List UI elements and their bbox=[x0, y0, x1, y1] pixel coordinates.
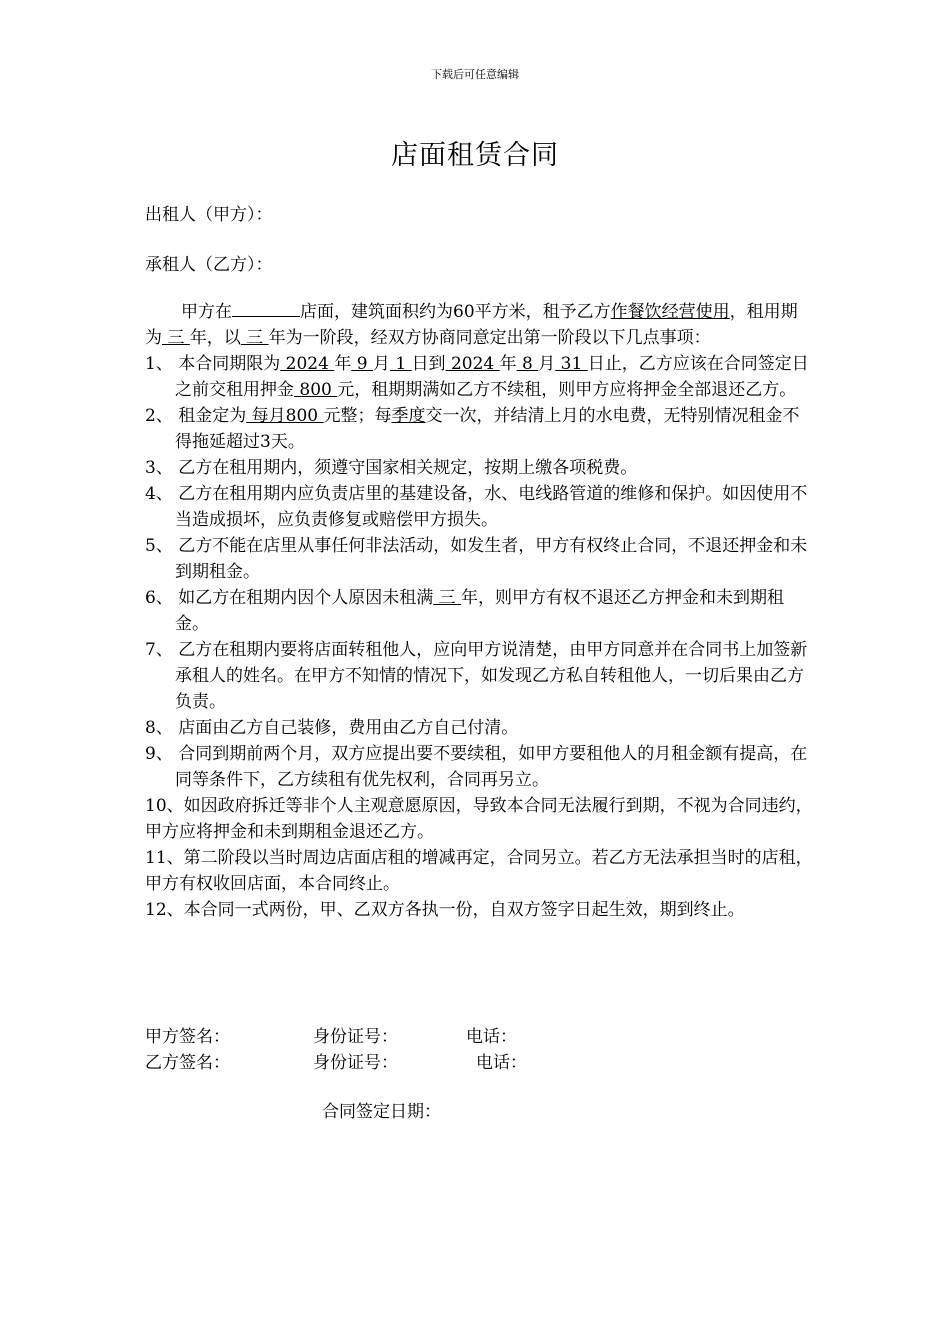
clause-2: 2、 租金定为 每月800 元整；每季度交一次，并结清上月的水电费，无特别情况租金不得拖延超过3天。 bbox=[145, 406, 800, 452]
lessee-line: 承租人（乙方）： bbox=[145, 255, 273, 275]
shop-location-blank bbox=[232, 298, 300, 317]
clause-5: 5、 乙方不能在店里从事任何非法活动，如发生者，甲方有权终止合同，不退还押金和未到期租金。 bbox=[145, 536, 808, 582]
signing-date-label: 合同签定日期： bbox=[322, 1102, 441, 1122]
page-header: 下载后可任意编辑 bbox=[431, 68, 519, 81]
clause-6: 6、 如乙方在租期内因个人原因未租满 三 年，则甲方有权不退还乙方押金和未到期租金。 bbox=[145, 588, 785, 634]
party-a-signature-label: 甲方签名： bbox=[145, 1027, 230, 1047]
lease-term: 三 bbox=[162, 328, 190, 348]
clause-12: 12、本合同一式两份，甲、乙双方各执一份，自双方签字日起生效，期到终止。 bbox=[145, 900, 745, 920]
clause-10: 10、如因政府拆迁等非个人主观意愿原因，导致本合同无法履行到期，不视为合同违约，甲方应将押金和未到期租金退还乙方。 bbox=[145, 796, 813, 842]
contract-body bbox=[145, 298, 813, 923]
clause-3: 3、 乙方在租用期内，须遵守国家相关规定，按期上缴各项税费。 bbox=[145, 458, 638, 478]
deposit-amount: 800 bbox=[294, 380, 338, 400]
usage-purpose: 作餐饮经营使用 bbox=[610, 302, 730, 322]
party-a-id-label: 身份证号： bbox=[313, 1027, 398, 1047]
lessor-line: 出租人（甲方）： bbox=[145, 205, 273, 225]
intro-paragraph: 甲方在 店面，建筑面积约为60平方米，租予乙方作餐饮经营使用，租用期为 三 年，以 三 年为一阶段，经双方协商同意定出第一阶段以下几点事项： bbox=[145, 298, 813, 351]
clause-7: 7、 乙方在租期内要将店面转租他人，应向甲方说清楚，由甲方同意并在合同书上加签新承租人的姓名。在甲方不知情的情况下，如发现乙方私自转租他人，一切后果由乙方负责。 bbox=[145, 640, 808, 712]
party-b-phone-label: 电话： bbox=[476, 1053, 527, 1073]
payment-cycle: 季度 bbox=[391, 406, 426, 426]
clause-9: 9、 合同到期前两个月，双方应提出要不要续租，如甲方要租他人的月租金额有提高，在同等条件下，乙方续租有优先权利，合同再另立。 bbox=[145, 744, 808, 790]
clause-1: 1、 本合同期限为 2024 年 9 月 1 日到 2024 年 8 月 31 日止，乙方应该在合同签定日之前交租用押金 800 元，租期期满如乙方不续租，则甲方应将押金全部退还乙方。 bbox=[145, 354, 809, 400]
phase-length: 三 bbox=[240, 328, 269, 348]
clause-11: 11、第二阶段以当时周边店面店租的增减再定，合同另立。若乙方无法承担当时的店租，甲方有权收回店面，本合同终止。 bbox=[145, 848, 813, 894]
party-b-id-label: 身份证号： bbox=[313, 1053, 398, 1073]
page-title: 店面租赁合同 bbox=[391, 140, 559, 171]
party-a-phone-label: 电话： bbox=[466, 1027, 517, 1047]
clause-4: 4、 乙方在租用期内应负责店里的基建设备，水、电线路管道的维修和保护。如因使用不当造成损坏，应负责修复或赔偿甲方损失。 bbox=[145, 484, 808, 530]
party-b-signature-label: 乙方签名： bbox=[145, 1053, 230, 1073]
rent-amount: 每月800 bbox=[246, 406, 324, 426]
clause-8: 8、 店面由乙方自己装修，费用由乙方自己付清。 bbox=[145, 718, 519, 738]
